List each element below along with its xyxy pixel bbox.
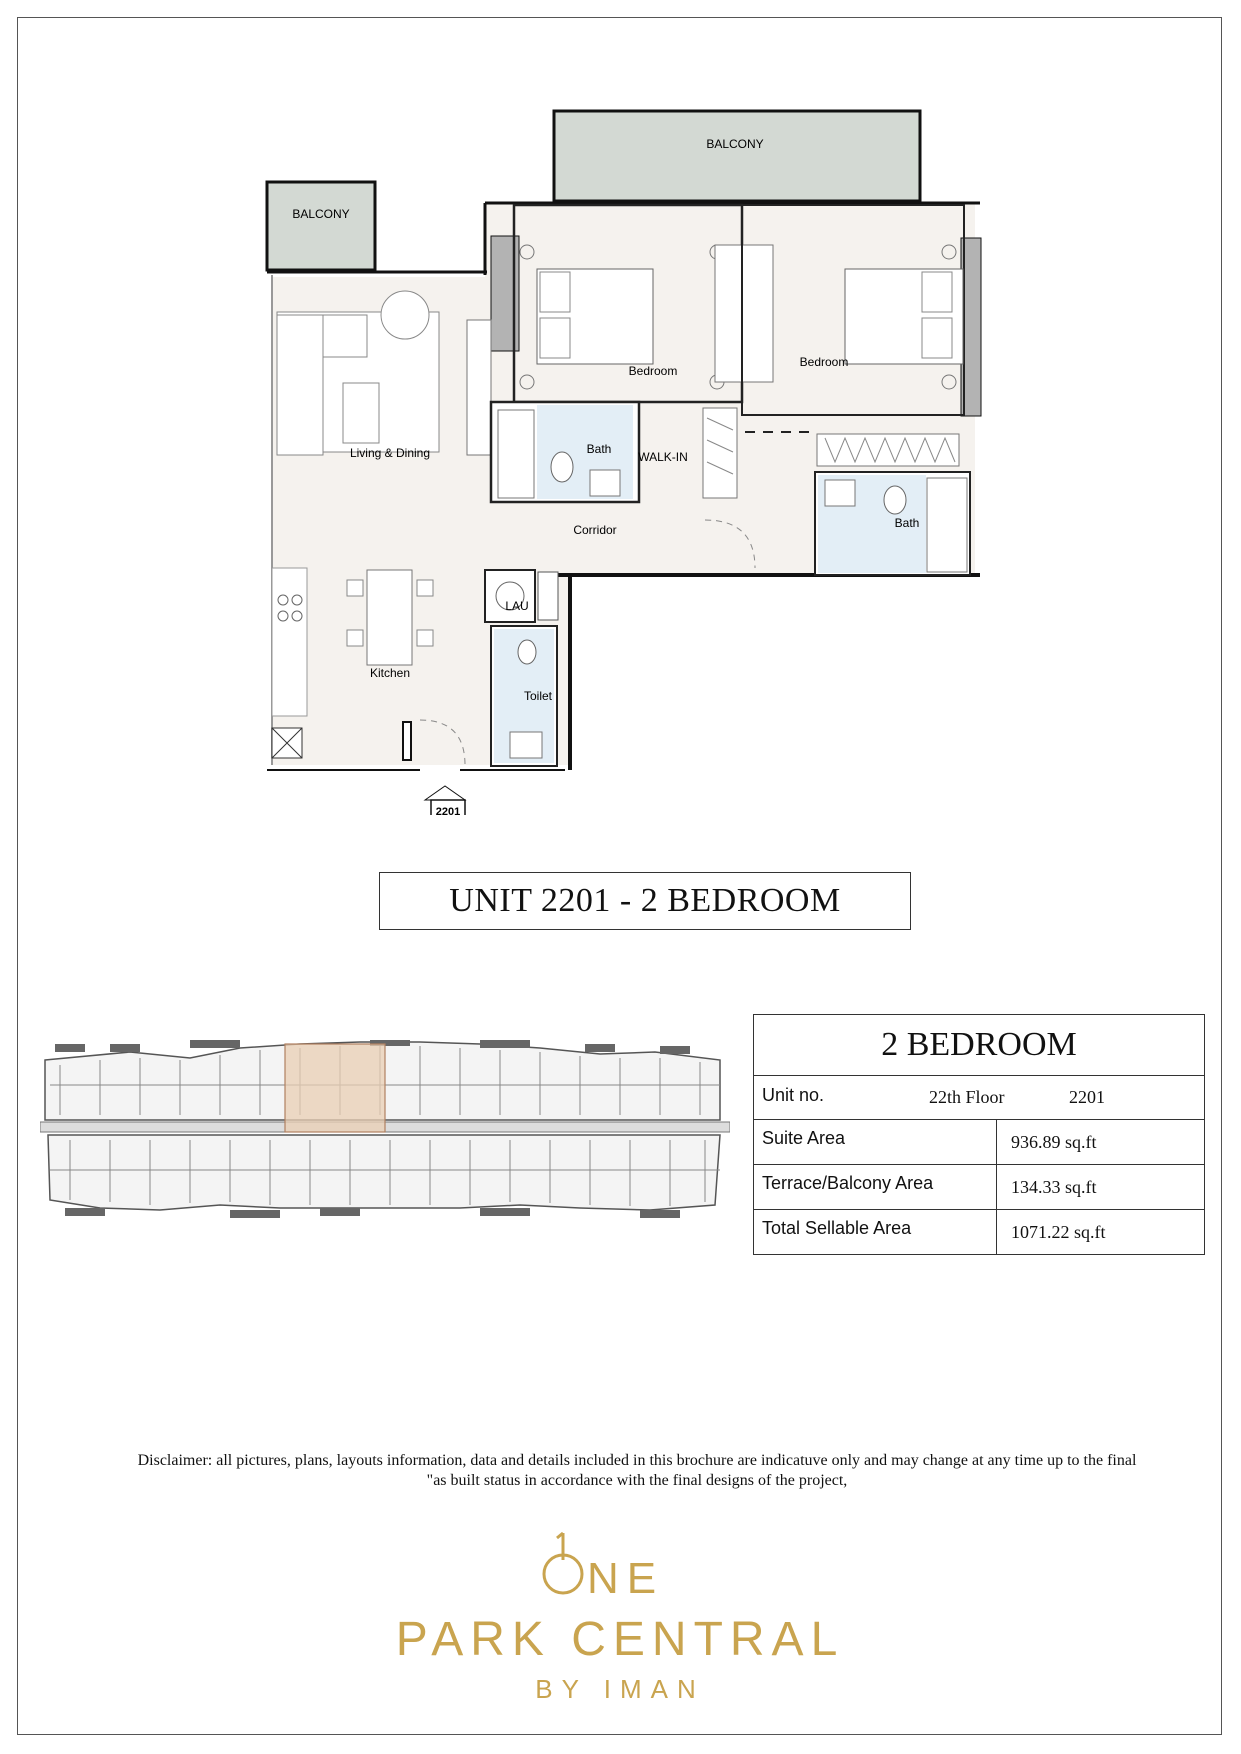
table-row bbox=[754, 1120, 1204, 1165]
disclaimer bbox=[40, 1451, 1234, 1491]
key-plan bbox=[40, 1040, 730, 1225]
row-value: 1071.22 sq.ft bbox=[1011, 1222, 1106, 1242]
table-row bbox=[754, 1165, 1204, 1210]
area-table-heading: 2 BEDROOM bbox=[754, 1015, 1204, 1076]
row-label: Suite Area bbox=[754, 1120, 997, 1164]
unit-label: Unit no. bbox=[762, 1085, 825, 1105]
brand-logo bbox=[340, 1530, 900, 1710]
table-row bbox=[754, 1210, 1204, 1254]
bedroom-1-label: Bedroom bbox=[628, 364, 678, 378]
unit-row bbox=[754, 1076, 1204, 1120]
balcony-side bbox=[267, 182, 375, 270]
row-label: Total Sellable Area bbox=[754, 1210, 997, 1254]
disclaimer-line-2: "as built status in accordance with the final designs of the project, bbox=[426, 1472, 848, 1489]
balcony-main bbox=[554, 111, 920, 201]
logo-line-2: PARK CENTRAL bbox=[395, 1613, 845, 1666]
bath-2-label: Bath bbox=[894, 516, 920, 530]
bedroom-2-label: Bedroom bbox=[799, 355, 849, 369]
unit-number: 2201 bbox=[1069, 1087, 1105, 1107]
floor-plan bbox=[255, 100, 985, 815]
row-value: 134.33 sq.ft bbox=[1011, 1177, 1097, 1197]
balcony-side-label: BALCONY bbox=[292, 207, 350, 221]
disclaimer-line-1: Disclaimer: all pictures, plans, layouts information, data and details included in this brochure are indicatuve only and may change at any time up to the final bbox=[137, 1452, 1137, 1469]
kitchen-label: Kitchen bbox=[369, 666, 411, 680]
o-key-icon bbox=[544, 1533, 582, 1593]
logo-line-1: NE bbox=[587, 1554, 665, 1603]
unit-highlight bbox=[285, 1044, 385, 1132]
living-label: Living & Dining bbox=[349, 446, 431, 460]
floor-value: 22th Floor bbox=[929, 1087, 1005, 1107]
corridor-label: Corridor bbox=[573, 523, 617, 537]
bath-1-label: Bath bbox=[586, 442, 612, 456]
walkin-label: WALK-IN bbox=[638, 450, 688, 464]
unit-tag-label: 2201 bbox=[435, 806, 461, 815]
area-table bbox=[753, 1014, 1205, 1255]
lau-label: LAU bbox=[505, 599, 529, 613]
logo-line-3: BY IMAN bbox=[535, 1674, 705, 1704]
balcony-main-label: BALCONY bbox=[706, 137, 764, 151]
toilet-label: Toilet bbox=[523, 689, 553, 703]
row-value: 936.89 sq.ft bbox=[1011, 1132, 1097, 1152]
row-label: Terrace/Balcony Area bbox=[754, 1165, 997, 1209]
unit-title: UNIT 2201 - 2 BEDROOM bbox=[379, 872, 911, 930]
